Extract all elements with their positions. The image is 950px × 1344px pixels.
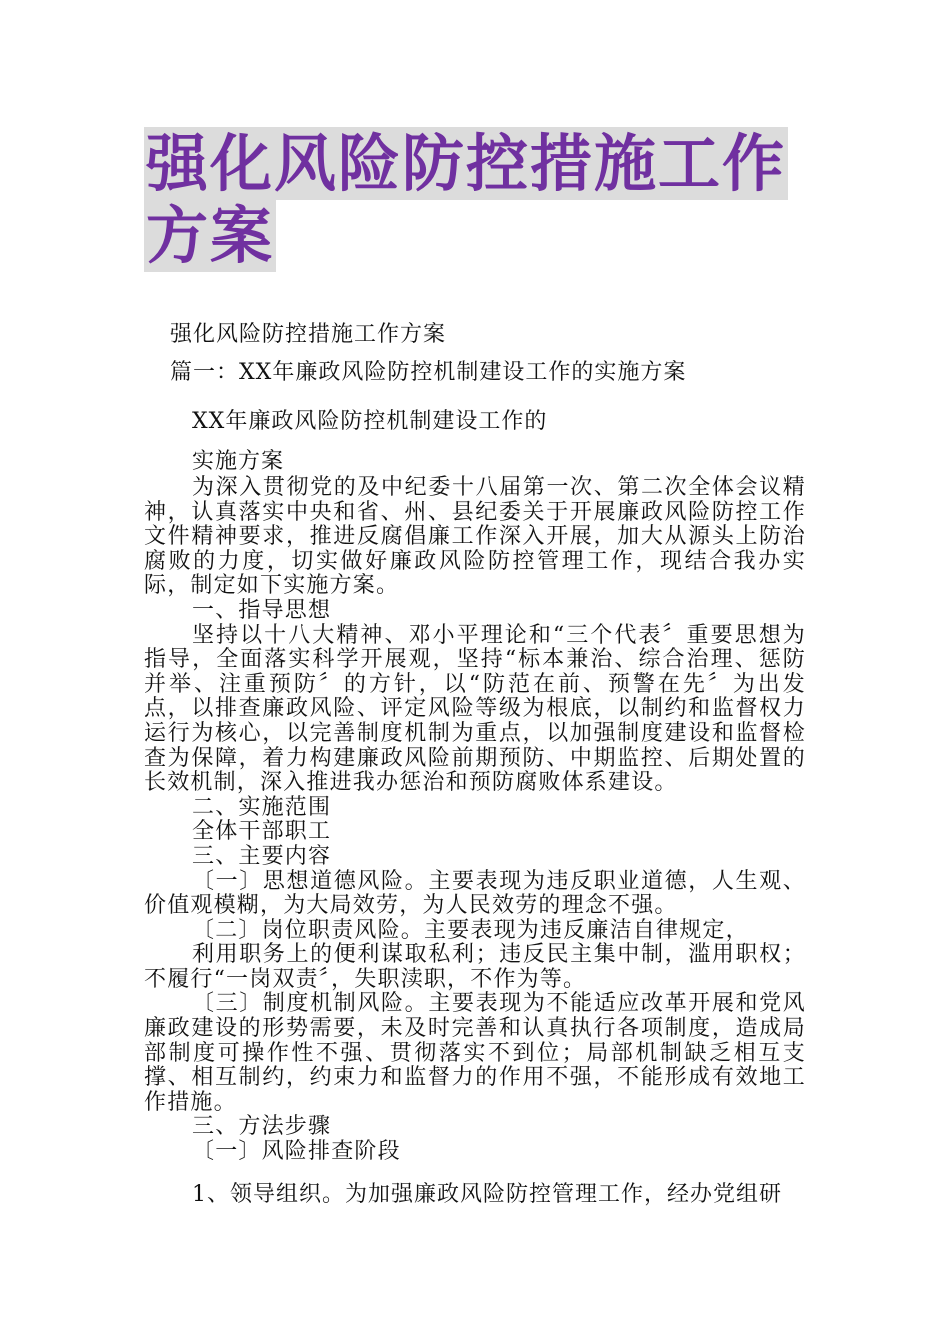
inner-title-line-1: XX年廉政风险防控机制建设工作的 xyxy=(192,409,548,434)
paragraph-content-2-cont: 利用职务上的便利谋取私利；违反民主集中制，滥用职权；不履行“一岗双责〞，失职渎职，不作为等。 xyxy=(144,942,806,992)
paragraph-content-2: 〔二〕岗位职责风险。主要表现为违反廉洁自律规定， xyxy=(192,917,749,943)
section-heading-scope: 二、实施范围 xyxy=(192,794,332,820)
part-heading: 篇一：XX年廉政风险防控机制建设工作的实施方案 xyxy=(170,360,687,385)
paragraph-content-3: 〔三〕制度机制风险。主要表现为不能适应改革开展和党风廉政建设的形势需要，未及时完善和认真执行各项制度，造成局部制度可操作性不强、贯彻落实不到位；局部机制缺乏相互支撑、相互制约，约束力和监督力的作用不强，不能形成有效地工作措施。 xyxy=(144,991,806,1115)
paragraph-last-line: 1、领导组织。为加强廉政风险防控管理工作，经办党组研 xyxy=(192,1182,782,1207)
document-title: 强化风险防控措施工作方案 xyxy=(146,127,787,272)
paragraph-scope: 全体干部职工 xyxy=(192,819,332,845)
inner-title-line-2: 实施方案 xyxy=(192,449,285,474)
paragraph-intro: 为深入贯彻党的及中纪委十八届第一次、第二次全体会议精神，认真落实中央和省、州、县纪委关于开展廉政风险防控工作文件精神要求，推进反腐倡廉工作深入开展，加大从源头上防治腐败的力度，切实做好廉政风险防控管理工作，现结合我办实际，制定如下实施方案。 xyxy=(144,475,806,599)
document-body xyxy=(144,476,806,1165)
document-subtitle: 强化风险防控措施工作方案 xyxy=(170,322,447,347)
paragraph-content-1: 〔一〕思想道德风险。主要表现为违反职业道德，人生观、价值观模糊，为大局效劳，为人民效劳的理念不强。 xyxy=(144,868,806,919)
section-heading-guiding: 一、指导思想 xyxy=(192,597,332,623)
section-heading-steps: 三、方法步骤 xyxy=(192,1114,332,1140)
paragraph-guiding: 坚持以十八大精神、邓小平理论和“三个代表〞重要思想为指导，全面落实科学开展观，坚持“标本兼治、综合治理、惩防并举、注重预防〞的方针，以“防范在前、预警在先〞为出发点，以排查廉政风险、评定风险等级为根底，以制约和监督权力运行为核心，以完善制度机制为重点，以加强制度建设和监督检查为保障，着力构建廉政风险前期预防、中期监控、后期处置的长效机制，深入推进我办惩治和预防腐败体系建设。 xyxy=(144,622,806,796)
section-heading-content: 三、主要内容 xyxy=(192,843,332,869)
subsection-heading-risk-check: 〔一〕风险排查阶段 xyxy=(192,1139,401,1165)
